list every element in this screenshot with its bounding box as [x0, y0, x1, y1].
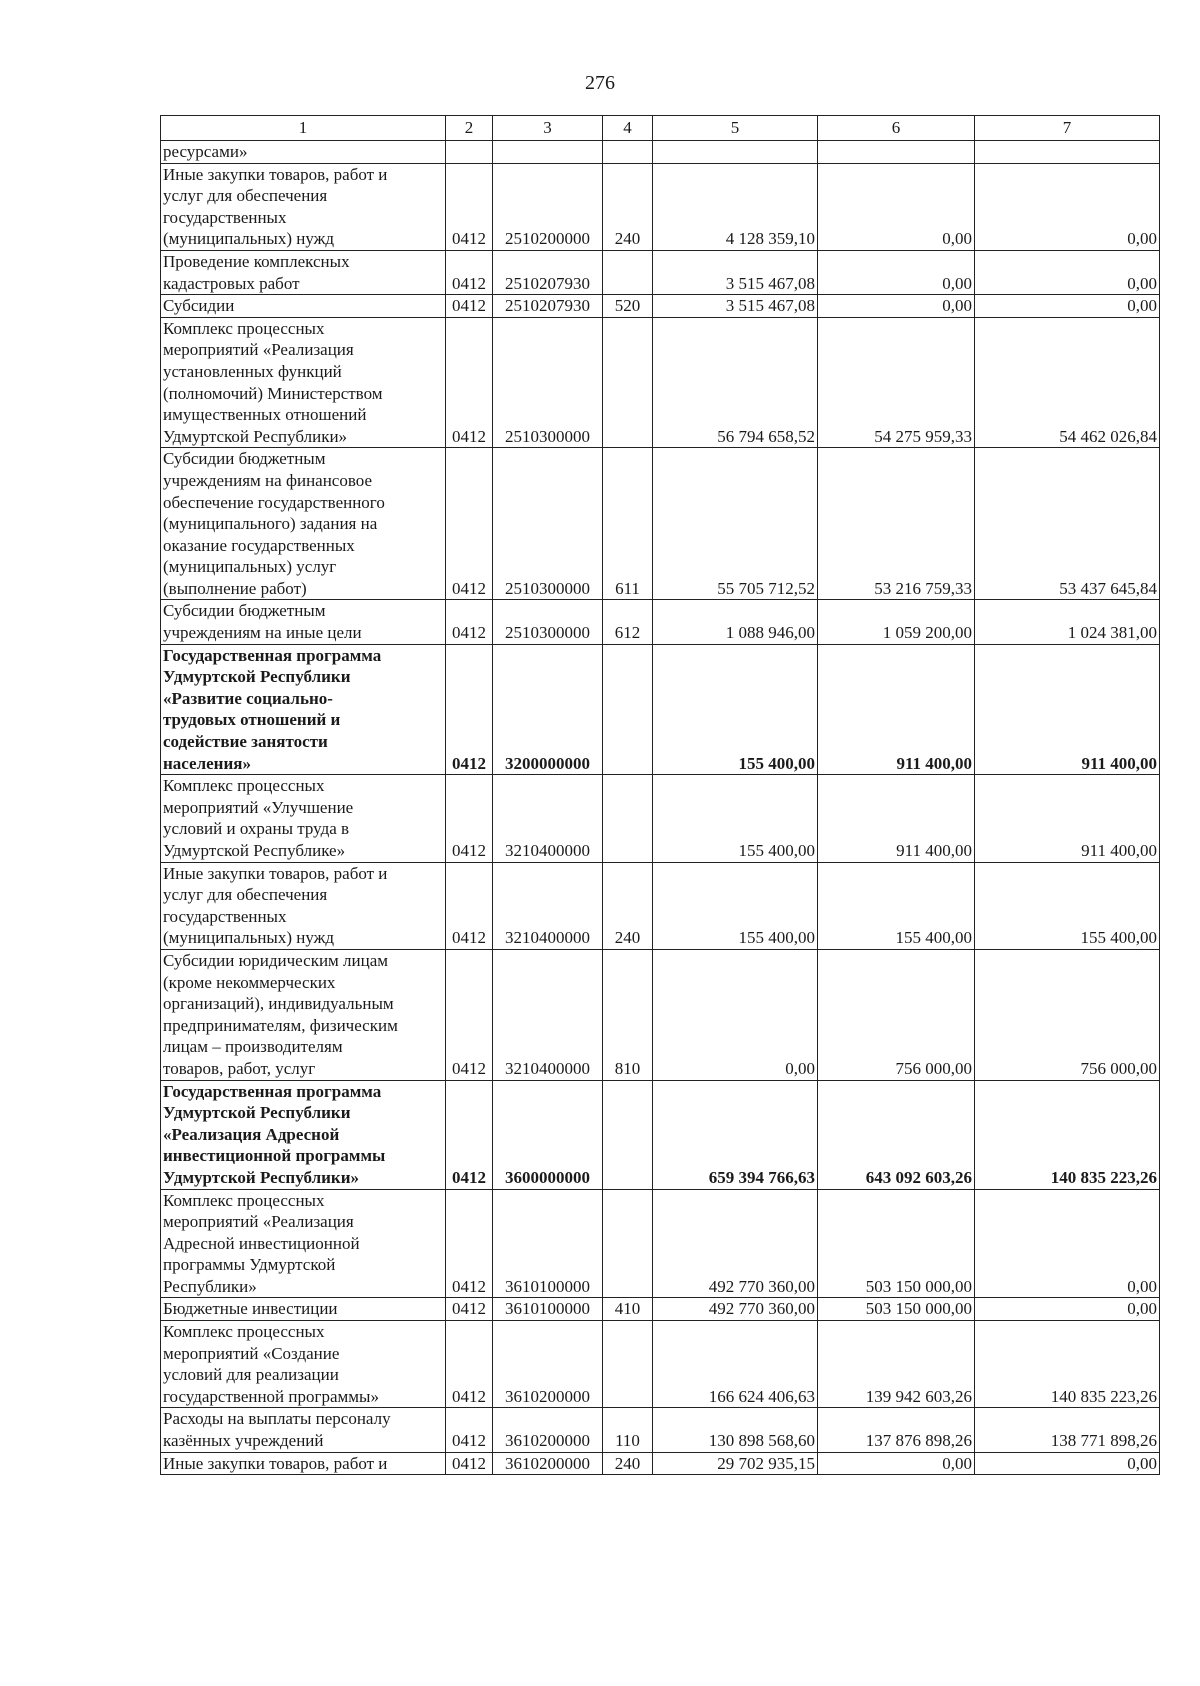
section-code-cell: 0412 — [446, 949, 493, 1080]
section-code-cell: 0412 — [446, 448, 493, 600]
target-code-cell: 2510300000 — [493, 448, 603, 600]
section-code-cell: 0412 — [446, 317, 493, 448]
section-code-cell — [446, 141, 493, 164]
expense-name-cell: Иные закупки товаров, работ и услуг для обеспечения государственных (муниципальных) нужд — [161, 163, 446, 250]
header-cell: 2 — [446, 116, 493, 141]
amount-col7-cell: 54 462 026,84 — [975, 317, 1160, 448]
amount-col6-cell: 911 400,00 — [818, 775, 975, 862]
amount-col7-cell: 0,00 — [975, 295, 1160, 318]
amount-col5-cell: 29 702 935,15 — [653, 1452, 818, 1475]
expense-type-cell — [603, 250, 653, 294]
target-code-cell: 3210400000 — [493, 775, 603, 862]
section-code-cell: 0412 — [446, 862, 493, 949]
table-row — [161, 949, 1160, 1080]
target-code-cell: 3610100000 — [493, 1189, 603, 1298]
amount-col5-cell: 130 898 568,60 — [653, 1408, 818, 1452]
target-code-cell: 3200000000 — [493, 644, 603, 775]
expense-name-cell: Субсидии — [161, 295, 446, 318]
expense-name-cell: Иные закупки товаров, работ и услуг для обеспечения государственных (муниципальных) нужд — [161, 862, 446, 949]
amount-col5-cell: 4 128 359,10 — [653, 163, 818, 250]
expense-type-cell: 520 — [603, 295, 653, 318]
target-code-cell: 3210400000 — [493, 862, 603, 949]
amount-col7-cell: 911 400,00 — [975, 775, 1160, 862]
table-row — [161, 317, 1160, 448]
section-code-cell: 0412 — [446, 1408, 493, 1452]
target-code-cell: 3610200000 — [493, 1321, 603, 1408]
table-row — [161, 1408, 1160, 1452]
amount-col7-cell: 0,00 — [975, 1189, 1160, 1298]
amount-col7-cell: 140 835 223,26 — [975, 1321, 1160, 1408]
amount-col7-cell: 1 024 381,00 — [975, 600, 1160, 644]
amount-col5-cell — [653, 141, 818, 164]
expense-type-cell — [603, 644, 653, 775]
amount-col7-cell: 756 000,00 — [975, 949, 1160, 1080]
section-code-cell: 0412 — [446, 644, 493, 775]
page-number: 276 — [585, 72, 615, 94]
amount-col6-cell: 643 092 603,26 — [818, 1080, 975, 1189]
expense-name-cell: Субсидии юридическим лицам (кроме некоммерческих организаций), индивидуальным предпринимателям, физическим лицам – производителям товаров, работ, услуг — [161, 949, 446, 1080]
amount-col5-cell: 155 400,00 — [653, 644, 818, 775]
section-code-cell: 0412 — [446, 1298, 493, 1321]
section-code-cell: 0412 — [446, 775, 493, 862]
header-cell: 7 — [975, 116, 1160, 141]
amount-col6-cell: 53 216 759,33 — [818, 448, 975, 600]
expense-type-cell — [603, 317, 653, 448]
expense-type-cell: 240 — [603, 1452, 653, 1475]
amount-col6-cell: 1 059 200,00 — [818, 600, 975, 644]
section-code-cell: 0412 — [446, 1080, 493, 1189]
target-code-cell: 2510207930 — [493, 250, 603, 294]
table-row — [161, 862, 1160, 949]
amount-col6-cell: 0,00 — [818, 295, 975, 318]
table-row — [161, 600, 1160, 644]
expense-name-cell: Субсидии бюджетным учреждениям на иные цели — [161, 600, 446, 644]
table-row — [161, 1298, 1160, 1321]
header-cell: 3 — [493, 116, 603, 141]
target-code-cell: 3610200000 — [493, 1452, 603, 1475]
amount-col6-cell: 155 400,00 — [818, 862, 975, 949]
expense-name-cell: Субсидии бюджетным учреждениям на финансовое обеспечение государственного (муниципального) задания на оказание государственных (муниципальных) услуг (выполнение работ) — [161, 448, 446, 600]
expense-name-cell: Комплекс процессных мероприятий «Реализация Адресной инвестиционной программы Удмуртской Республики» — [161, 1189, 446, 1298]
amount-col5-cell: 3 515 467,08 — [653, 250, 818, 294]
amount-col6-cell: 503 150 000,00 — [818, 1298, 975, 1321]
target-code-cell: 3600000000 — [493, 1080, 603, 1189]
expense-type-cell: 410 — [603, 1298, 653, 1321]
table-row — [161, 775, 1160, 862]
expense-type-cell — [603, 1080, 653, 1189]
budget-table-body — [161, 116, 1160, 1475]
section-code-cell: 0412 — [446, 250, 493, 294]
section-code-cell: 0412 — [446, 600, 493, 644]
target-code-cell: 2510200000 — [493, 163, 603, 250]
amount-col6-cell: 756 000,00 — [818, 949, 975, 1080]
target-code-cell: 3610100000 — [493, 1298, 603, 1321]
expense-type-cell — [603, 141, 653, 164]
expense-name-cell: Иные закупки товаров, работ и — [161, 1452, 446, 1475]
section-code-cell: 0412 — [446, 1321, 493, 1408]
amount-col5-cell: 155 400,00 — [653, 775, 818, 862]
amount-col6-cell: 139 942 603,26 — [818, 1321, 975, 1408]
table-row — [161, 1189, 1160, 1298]
amount-col7-cell: 0,00 — [975, 1298, 1160, 1321]
target-code-cell — [493, 141, 603, 164]
target-code-cell: 2510207930 — [493, 295, 603, 318]
table-row — [161, 1080, 1160, 1189]
header-cell: 5 — [653, 116, 818, 141]
expense-type-cell: 810 — [603, 949, 653, 1080]
table-row — [161, 448, 1160, 600]
amount-col7-cell — [975, 141, 1160, 164]
amount-col5-cell: 55 705 712,52 — [653, 448, 818, 600]
expense-type-cell: 240 — [603, 862, 653, 949]
table-row — [161, 163, 1160, 250]
expense-type-cell — [603, 1189, 653, 1298]
section-code-cell: 0412 — [446, 295, 493, 318]
expense-name-cell: Государственная программа Удмуртской Республики «Развитие социально- трудовых отношений и содействие занятости населения» — [161, 644, 446, 775]
expense-name-cell: Комплекс процессных мероприятий «Создание условий для реализации государственной программы» — [161, 1321, 446, 1408]
expense-type-cell — [603, 775, 653, 862]
expense-name-cell: Комплекс процессных мероприятий «Реализация установленных функций (полномочий) Министерством имущественных отношений Удмуртской Республики» — [161, 317, 446, 448]
header-row — [161, 116, 1160, 141]
target-code-cell: 3610200000 — [493, 1408, 603, 1452]
amount-col6-cell: 137 876 898,26 — [818, 1408, 975, 1452]
expense-type-cell: 110 — [603, 1408, 653, 1452]
expense-type-cell: 611 — [603, 448, 653, 600]
section-code-cell: 0412 — [446, 163, 493, 250]
amount-col7-cell: 0,00 — [975, 250, 1160, 294]
table-row — [161, 1452, 1160, 1475]
section-code-cell: 0412 — [446, 1452, 493, 1475]
expense-type-cell: 612 — [603, 600, 653, 644]
amount-col6-cell: 911 400,00 — [818, 644, 975, 775]
amount-col7-cell: 53 437 645,84 — [975, 448, 1160, 600]
amount-col6-cell: 0,00 — [818, 250, 975, 294]
amount-col7-cell: 138 771 898,26 — [975, 1408, 1160, 1452]
amount-col6-cell: 503 150 000,00 — [818, 1189, 975, 1298]
expense-type-cell: 240 — [603, 163, 653, 250]
amount-col6-cell: 54 275 959,33 — [818, 317, 975, 448]
amount-col5-cell: 56 794 658,52 — [653, 317, 818, 448]
expense-name-cell: Проведение комплексных кадастровых работ — [161, 250, 446, 294]
amount-col5-cell: 1 088 946,00 — [653, 600, 818, 644]
amount-col6-cell — [818, 141, 975, 164]
table-row — [161, 1321, 1160, 1408]
header-cell: 4 — [603, 116, 653, 141]
expense-type-cell — [603, 1321, 653, 1408]
amount-col7-cell: 155 400,00 — [975, 862, 1160, 949]
target-code-cell: 2510300000 — [493, 317, 603, 448]
section-code-cell: 0412 — [446, 1189, 493, 1298]
amount-col7-cell: 0,00 — [975, 163, 1160, 250]
amount-col5-cell: 3 515 467,08 — [653, 295, 818, 318]
amount-col7-cell: 0,00 — [975, 1452, 1160, 1475]
header-cell: 6 — [818, 116, 975, 141]
header-cell: 1 — [161, 116, 446, 141]
table-row — [161, 295, 1160, 318]
expense-name-cell: Расходы на выплаты персоналу казённых учреждений — [161, 1408, 446, 1452]
expense-name-cell: Государственная программа Удмуртской Республики «Реализация Адресной инвестиционной программы Удмуртской Республики» — [161, 1080, 446, 1189]
amount-col7-cell: 911 400,00 — [975, 644, 1160, 775]
table-row — [161, 141, 1160, 164]
expense-name-cell: Бюджетные инвестиции — [161, 1298, 446, 1321]
expense-name-cell: ресурсами» — [161, 141, 446, 164]
table-row — [161, 644, 1160, 775]
expense-name-cell: Комплекс процессных мероприятий «Улучшение условий и охраны труда в Удмуртской Республике» — [161, 775, 446, 862]
amount-col7-cell: 140 835 223,26 — [975, 1080, 1160, 1189]
amount-col5-cell: 659 394 766,63 — [653, 1080, 818, 1189]
target-code-cell: 3210400000 — [493, 949, 603, 1080]
amount-col5-cell: 492 770 360,00 — [653, 1189, 818, 1298]
amount-col5-cell: 492 770 360,00 — [653, 1298, 818, 1321]
amount-col5-cell: 155 400,00 — [653, 862, 818, 949]
target-code-cell: 2510300000 — [493, 600, 603, 644]
table-row — [161, 250, 1160, 294]
amount-col5-cell: 0,00 — [653, 949, 818, 1080]
amount-col6-cell: 0,00 — [818, 1452, 975, 1475]
budget-table — [160, 115, 1160, 1475]
amount-col5-cell: 166 624 406,63 — [653, 1321, 818, 1408]
amount-col6-cell: 0,00 — [818, 163, 975, 250]
